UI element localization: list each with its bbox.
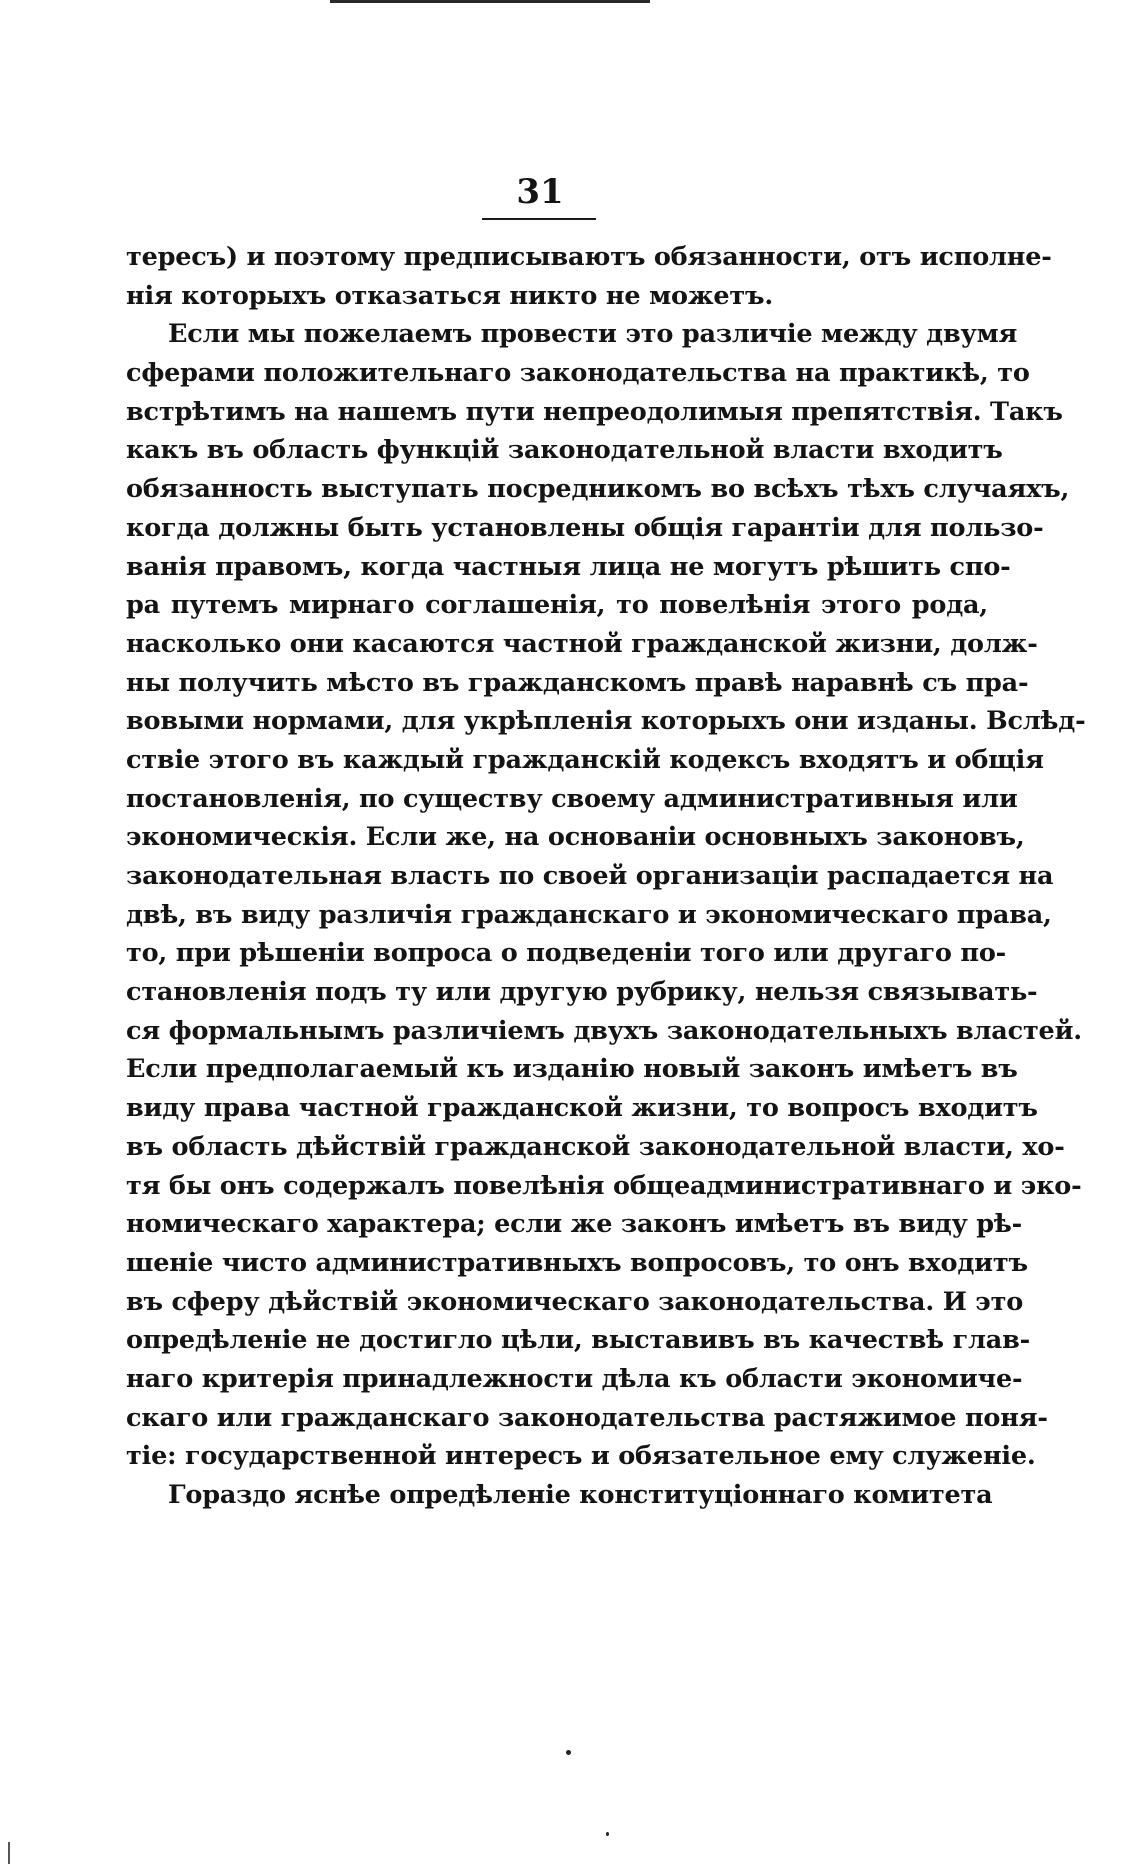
text-line: ванія правомъ, когда частныя лица не могутъ рѣшить спо- bbox=[126, 551, 1011, 582]
text-line: тя бы онъ содержалъ повелѣнія общеадминистративнаго и эко- bbox=[126, 1170, 1082, 1201]
text-line: сферами положительнаго законодательства на практикѣ, то bbox=[126, 358, 1030, 389]
text-line: Если предполагаемый къ изданію новый законъ имѣетъ въ bbox=[126, 1054, 1018, 1085]
text-line: насколько они касаются частной гражданской жизни, долж- bbox=[126, 628, 1038, 659]
text-line: Гораздо яснѣе опредѣленіе конституціоннаго комитета bbox=[168, 1480, 993, 1510]
text-line: вовыми нормами, для укрѣпленія которыхъ они изданы. Вслѣд- bbox=[126, 706, 1086, 737]
text-line: въ сферу дѣйствій экономическаго законодательства. И это bbox=[126, 1286, 1024, 1317]
text-line: обязанность выступать посредникомъ во всѣхъ тѣхъ случаяхъ, bbox=[126, 474, 1070, 505]
text-line: ра путемъ мирнаго соглашенія, то повелѣнія этого рода, bbox=[126, 590, 988, 621]
text-line: какъ въ область функцій законодательной власти входитъ bbox=[126, 435, 1003, 466]
text-line: когда должны быть установлены общія гарантіи для пользо- bbox=[126, 512, 1044, 543]
text-line: ся формальнымъ различіемъ двухъ законодательныхъ властей. bbox=[126, 1015, 1082, 1046]
text-line: встрѣтимъ на нашемъ пути непреодолимыя препятствія. Такъ bbox=[126, 396, 1063, 427]
text-line: постановленія, по существу своему административныя или bbox=[126, 783, 1018, 814]
text-line: то, при рѣшеніи вопроса о подведеніи того или другаго по- bbox=[126, 938, 1007, 969]
text-line: двѣ, въ виду различія гражданскаго и экономическаго права, bbox=[126, 899, 1052, 930]
text-line: опредѣленіе не достигло цѣли, выставивъ въ качествѣ глав- bbox=[126, 1325, 1031, 1356]
ink-speck bbox=[566, 1750, 571, 1755]
text-line: законодательная власть по своей организаціи распадается на bbox=[126, 861, 1054, 891]
body-text bbox=[126, 238, 1086, 1515]
text-line: Если мы пожелаемъ провести это различіе между двумя bbox=[168, 319, 1018, 350]
text-line: ствіе этого въ каждый гражданскій кодексъ входятъ и общія bbox=[126, 744, 1044, 775]
text-line: шеніе чисто административныхъ вопросовъ, то онъ входитъ bbox=[126, 1247, 1028, 1278]
ink-speck bbox=[606, 1832, 609, 1836]
text-line: тіе: государственной интересъ и обязательное ему служеніе. bbox=[126, 1441, 1036, 1472]
page-number-underline bbox=[482, 218, 596, 220]
text-line: становленія подъ ту или другую рубрику, нельзя связывать- bbox=[126, 977, 1038, 1008]
page-number: 31 bbox=[516, 172, 564, 212]
top-edge-rule bbox=[330, 0, 650, 3]
text-line: въ область дѣйствій гражданской законодательной власти, хо- bbox=[126, 1131, 1065, 1162]
text-line: нія которыхъ отказаться никто не можетъ. bbox=[126, 280, 774, 311]
text-line: номическаго характера; если же законъ имѣетъ въ виду рѣ- bbox=[126, 1209, 1023, 1240]
text-line: наго критерія принадлежности дѣла къ области экономиче- bbox=[126, 1363, 1023, 1394]
text-line: тересъ) и поэтому предписываютъ обязанности, отъ исполне- bbox=[126, 242, 1052, 272]
text-line: скаго или гражданскаго законодательства растяжимое поня- bbox=[126, 1402, 1048, 1433]
text-line: виду права частной гражданской жизни, то вопросъ входитъ bbox=[126, 1093, 1038, 1124]
scan-edge-mark bbox=[8, 1842, 10, 1864]
text-line: ны получить мѣсто въ гражданскомъ правѣ наравнѣ съ пра- bbox=[126, 667, 1029, 698]
text-line: экономическія. Если же, на основаніи основныхъ законовъ, bbox=[126, 822, 1025, 853]
